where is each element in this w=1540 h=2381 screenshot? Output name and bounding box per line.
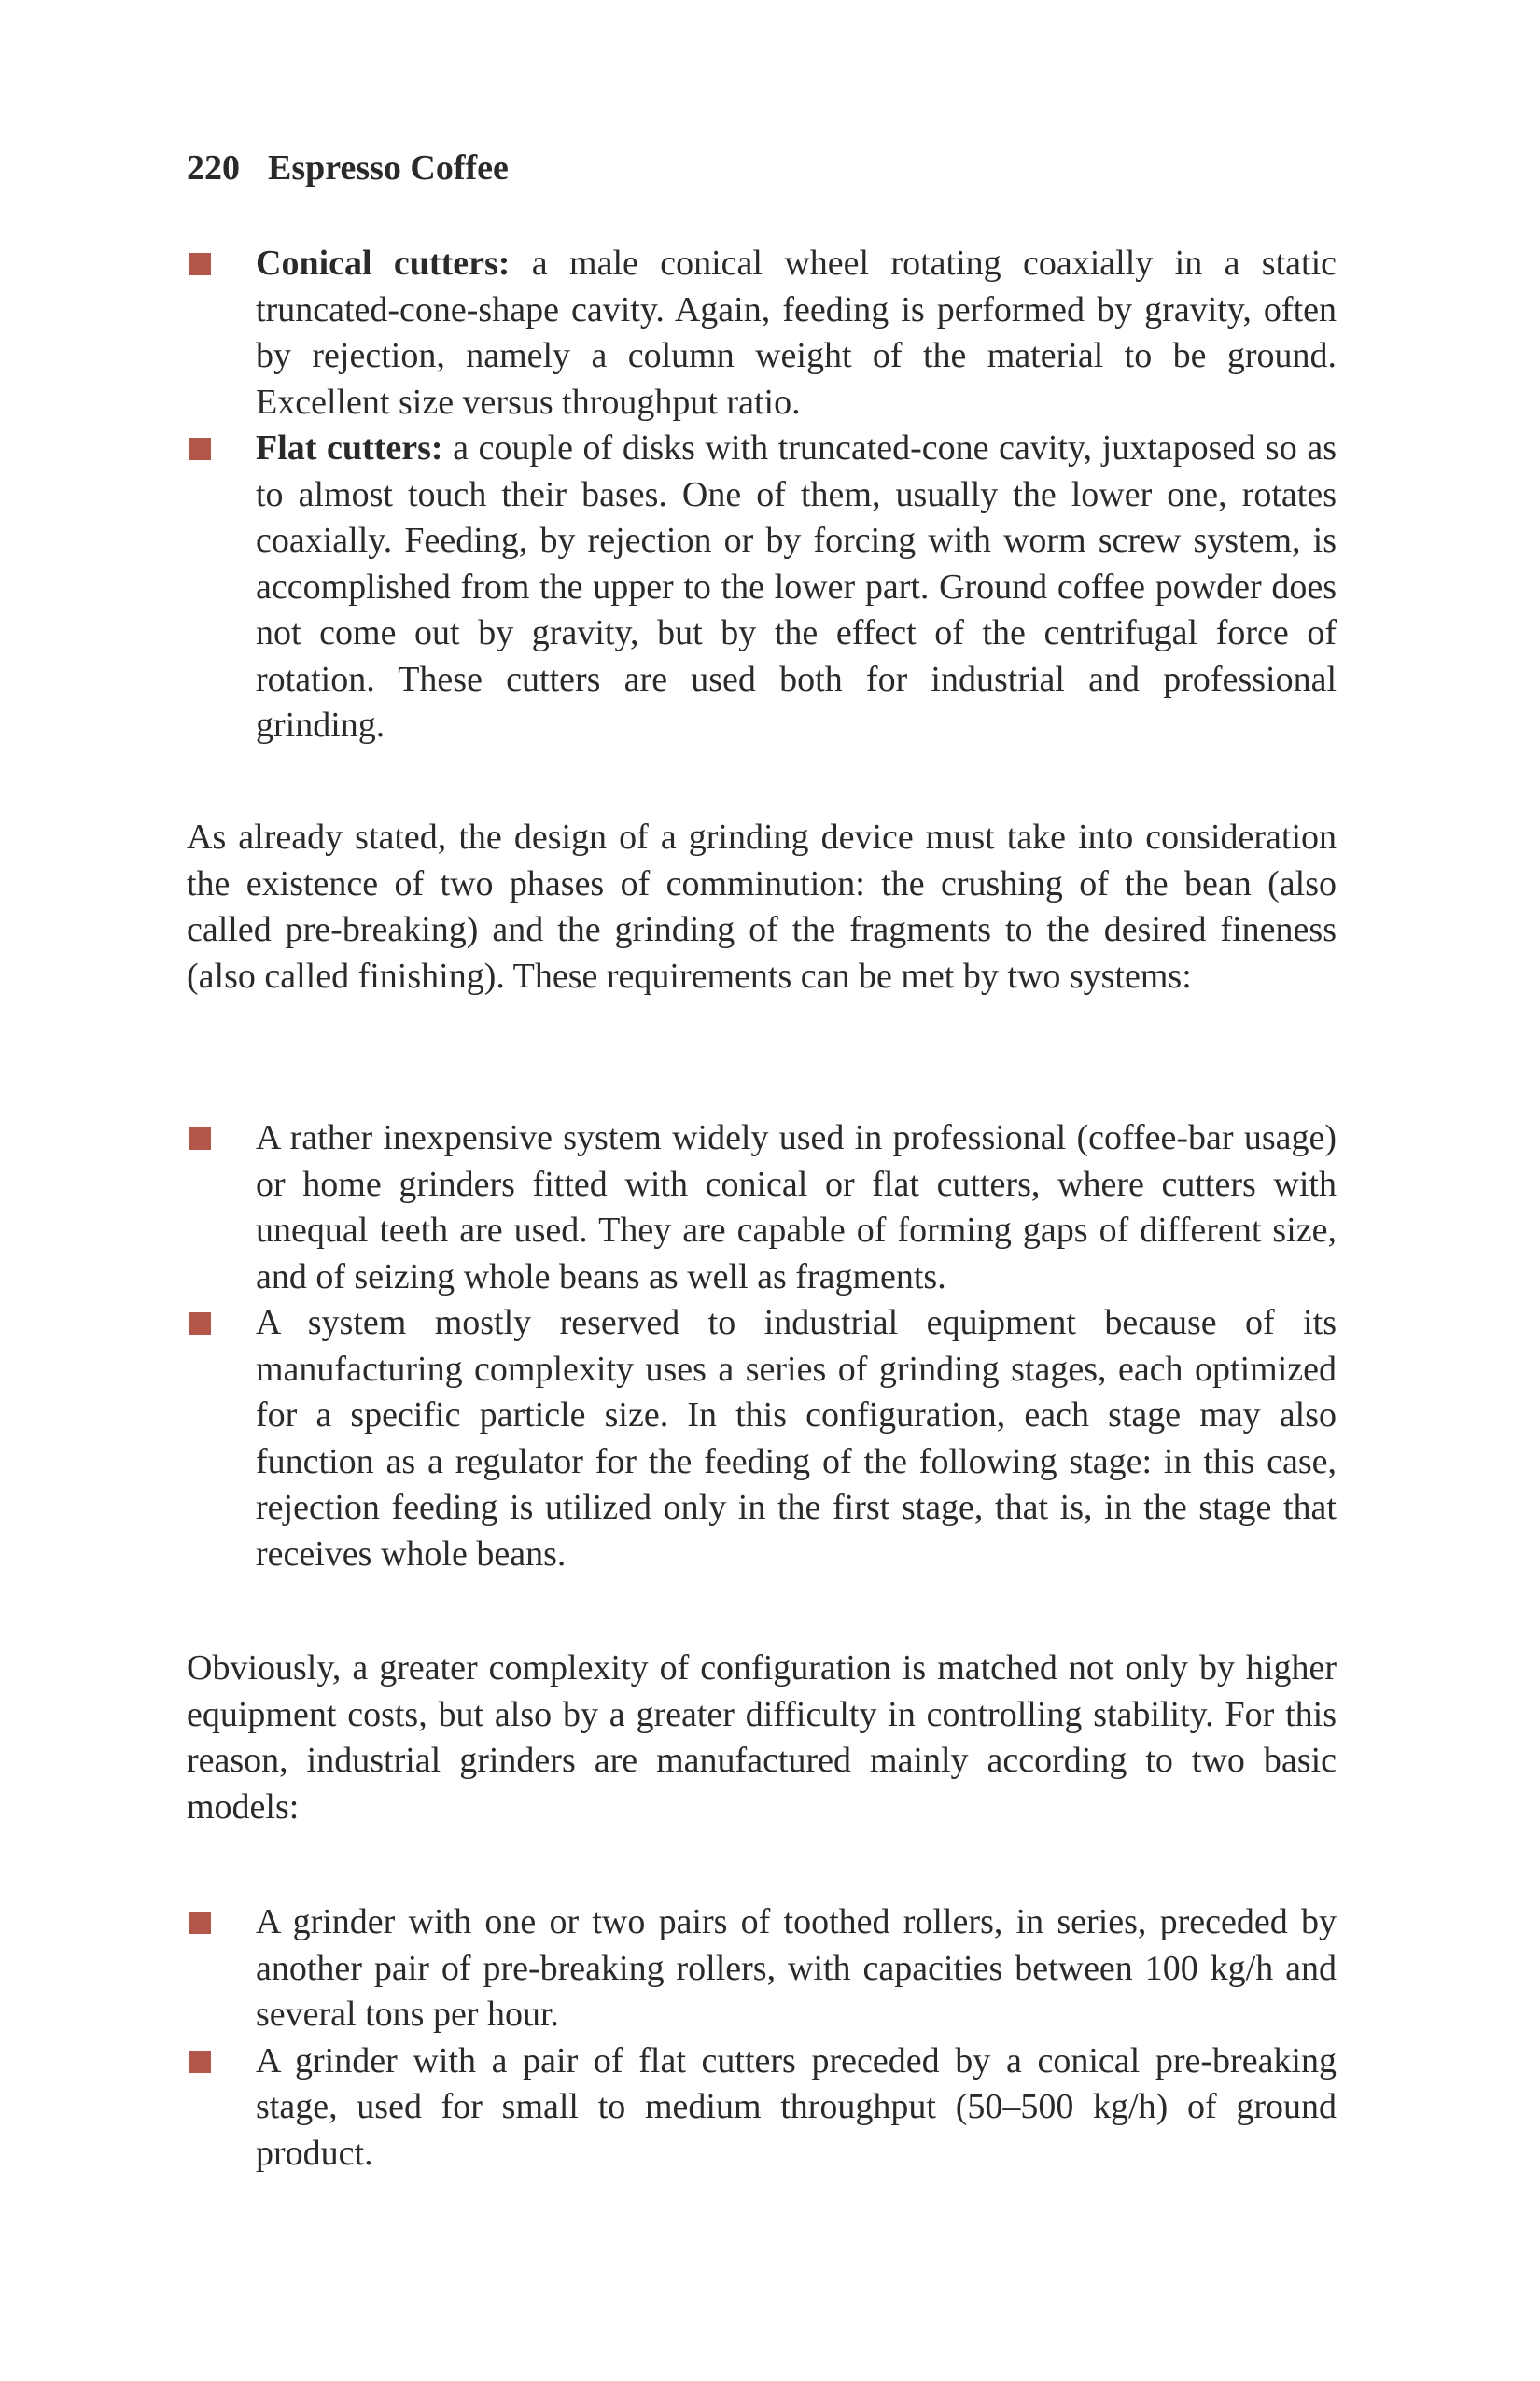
square-bullet-icon: [189, 1912, 211, 1934]
grinder-models-list: [187, 1899, 1337, 2177]
running-head: [187, 147, 509, 189]
square-bullet-icon: [189, 1127, 211, 1150]
list-item-text: a male conical wheel rotating coaxially in a static truncated-cone-shape cavity. Again, feeding is performed by gravity, often by rejection, namely a column weight of the material to be ground. Excellent size versus throughput ratio.: [256, 244, 1337, 422]
list-item: [187, 426, 1337, 749]
list-item-term: Conical cutters:: [256, 244, 511, 283]
list-item: [187, 1115, 1337, 1300]
page-number: 220: [187, 148, 240, 188]
list-item: [187, 1899, 1337, 2038]
list-item: [187, 2038, 1337, 2178]
cutter-types-list: [187, 241, 1337, 749]
list-item-text: a couple of disks with truncated-cone cavity, juxtaposed so as to almost touch their bases. One of them, usually the lower one, rotates coaxially. Feeding, by rejection or by forcing with worm screw system, is accomplished from the upper to the lower part. Ground coffee powder does not come out by gravity, but by the effect of the centrifugal force of rotation. These cutters are used both for industrial and professional grinding.: [256, 428, 1337, 745]
body-paragraph: [187, 815, 1337, 1000]
list-item: [187, 1300, 1337, 1577]
square-bullet-icon: [189, 253, 211, 275]
list-item-text: A grinder with a pair of flat cutters preceded by a conical pre-breaking stage, used for small to medium throughput (50–500 kg/h) of ground product.: [256, 2040, 1337, 2173]
list-item-term: Flat cutters:: [256, 428, 443, 468]
square-bullet-icon: [189, 1312, 211, 1335]
list-item-text: A grinder with one or two pairs of toothed rollers, in series, preceded by another pair of pre-breaking rollers, with capacities between 100 kg/h and several tons per hour.: [256, 1902, 1337, 2034]
list-item-text: A system mostly reserved to industrial equipment because of its manufacturing complexity uses a series of grinding stages, each optimized for a specific particle size. In this configuration, each stage may also function as a regulator for the feeding of the following stage: in this case, rejection feeding is utilized only in the first stage, that is, in the stage that receives whole beans.: [256, 1303, 1337, 1574]
list-item: [187, 241, 1337, 426]
book-title: Espresso Coffee: [268, 148, 509, 188]
paragraph-text: As already stated, the design of a grinding device must take into consideration the existence of two phases of comminution: the crushing of the bean (also called pre-breaking) and the grinding of the fragments to the desired fineness (also called finishing). These requirements can be met by two systems:: [187, 818, 1337, 996]
grinding-systems-list: [187, 1115, 1337, 1577]
square-bullet-icon: [189, 2051, 211, 2073]
body-paragraph: [187, 1646, 1337, 1830]
list-item-text: A rather inexpensive system widely used in professional (coffee-bar usage) or home grinders fitted with conical or flat cutters, where cutters with unequal teeth are used. They are capable of forming gaps of different size, and of seizing whole beans as well as fragments.: [256, 1118, 1337, 1296]
square-bullet-icon: [189, 438, 211, 460]
paragraph-text: Obviously, a greater complexity of configuration is matched not only by higher equipment costs, but also by a greater difficulty in controlling stability. For this reason, industrial grinders are manufactured mainly according to two basic models:: [187, 1648, 1337, 1827]
